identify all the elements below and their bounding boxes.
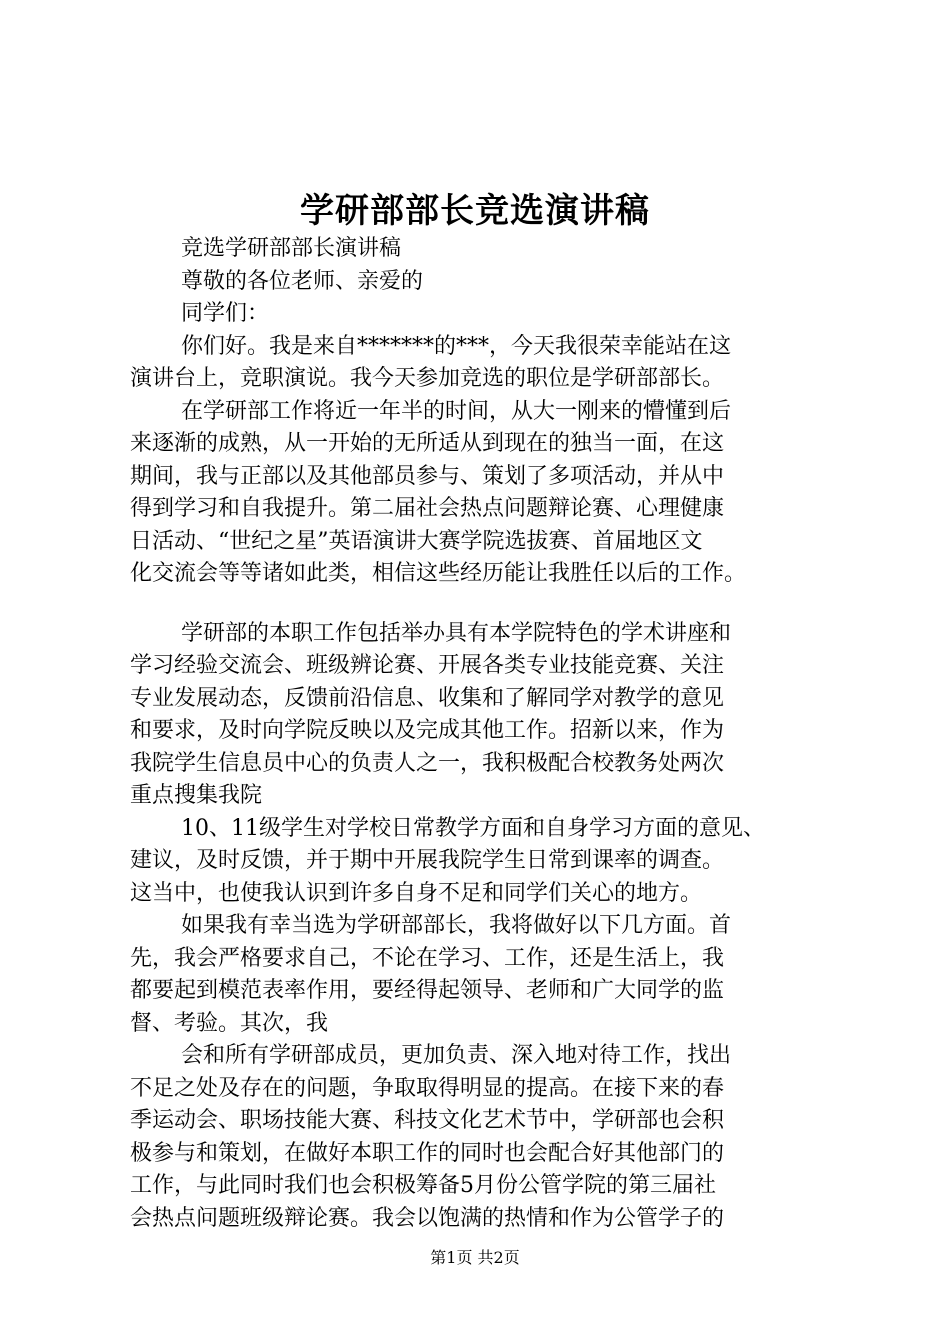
- text-line: 会热点问题班级辩论赛。我会以饱满的热情和作为公管学子的: [130, 1205, 725, 1231]
- text-line: 学习经验交流会、班级辨论赛、开展各类专业技能竞赛、关注: [130, 653, 725, 678]
- document-body: [130, 233, 850, 1235]
- text-line: 在学研部工作将近一年半的时间，从大一刚来的懵懂到后: [181, 398, 732, 424]
- text-line: 演讲台上，竞职演说。我今天参加竞选的职位是学研部部长。: [130, 366, 725, 391]
- text-line: 来逐渐的成熟，从一开始的无所适从到现在的独当一面，在这: [130, 431, 725, 456]
- text-line: 你们好。我是来自*******的***，今天我很荣幸能站在这: [181, 333, 732, 359]
- text-line: 会和所有学研部成员，更加负责、深入地对待工作，找出: [181, 1043, 732, 1068]
- text-line: 季运动会、职场技能大赛、科技文化艺术节中，学研部也会积: [130, 1108, 725, 1133]
- text-line: 10、11级学生对学校日常教学方面和自身学习方面的意见、: [181, 815, 765, 841]
- paragraph-gap: [130, 591, 850, 618]
- text-line: 和要求，及时向学院反映以及完成其他工作。招新以来，作为: [130, 718, 725, 743]
- text-line: 都要起到模范表率作用，要经得起领导、老师和广大同学的监: [130, 978, 725, 1003]
- text-line: 如果我有幸当选为学研部部长，我将做好以下几方面。首: [181, 913, 732, 938]
- document-title: 学研部部长竞选演讲稿: [300, 191, 650, 231]
- text-line: 极参与和策划，在做好本职工作的同时也会配合好其他部门的: [130, 1140, 725, 1166]
- text-line: 日活动、“世纪之星”英语演讲大赛学院选拔赛、首届地区文: [130, 528, 703, 554]
- text-line: 得到学习和自我提升。第二届社会热点问题辩论赛、心理健康: [130, 496, 725, 521]
- text-line: 不足之处及存在的问题，争取取得明显的提高。在接下来的春: [130, 1075, 725, 1101]
- text-line: 化交流会等等诸如此类，相信这些经历能让我胜任以后的工作。: [130, 561, 747, 586]
- text-line: 建议，及时反馈，并于期中开展我院学生日常到课率的调查。: [130, 848, 725, 873]
- text-line: 专业发展动态，反馈前沿信息、收集和了解同学对教学的意见: [130, 685, 725, 711]
- text-line: 尊敬的各位老师、亲爱的: [181, 268, 424, 294]
- text-line: 竞选学研部部长演讲稿: [181, 236, 402, 261]
- text-line: 期间，我与正部以及其他部员参与、策划了多项活动，并从中: [130, 463, 725, 489]
- page-footer: 第1页 共2页: [430, 1248, 520, 1267]
- text-line: 同学们：: [181, 301, 270, 326]
- text-line: 重点搜集我院: [130, 783, 263, 808]
- text-line: 督、考验。其次，我: [130, 1010, 329, 1036]
- text-line: 工作，与此同时我们也会积极筹备5月份公管学院的第三届社: [130, 1173, 716, 1198]
- text-line: 这当中，也使我认识到许多自身不足和同学们关心的地方。: [130, 880, 703, 906]
- text-line: 先，我会严格要求自己，不论在学习、工作，还是生活上，我: [130, 945, 725, 971]
- text-line: 我院学生信息员中心的负责人之一，我积极配合校教务处两次: [130, 750, 725, 776]
- text-line: 学研部的本职工作包括举办具有本学院特色的学术讲座和: [181, 620, 732, 646]
